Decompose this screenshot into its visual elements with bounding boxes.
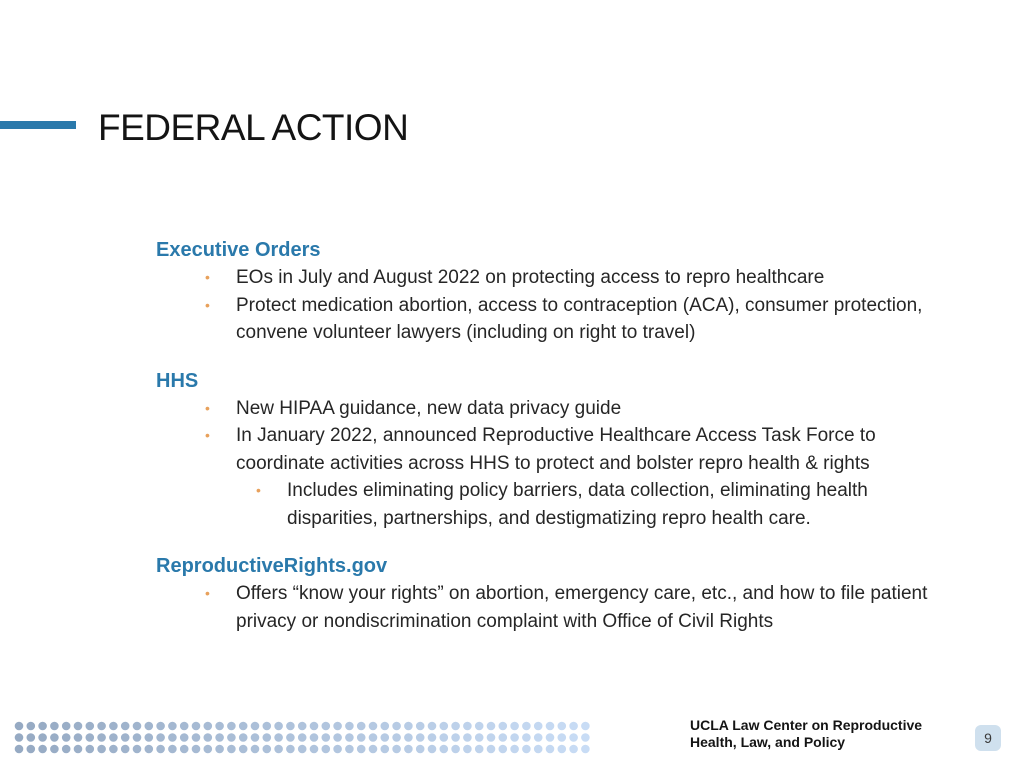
decorative-dot xyxy=(392,722,401,731)
decorative-dot xyxy=(416,733,425,742)
decorative-dot xyxy=(133,745,142,754)
decorative-dot xyxy=(581,733,590,742)
decorative-dot xyxy=(192,745,201,754)
decorative-dot xyxy=(109,722,118,731)
section-hhs xyxy=(156,367,956,533)
decorative-dot xyxy=(381,733,390,742)
decorative-dot xyxy=(74,733,83,742)
bullet-text: In January 2022, announced Reproductive Healthcare Access Task Force to coordinate activities across HHS to protect and bolster repro health & rights xyxy=(236,425,876,474)
decorative-dot xyxy=(62,722,71,731)
decorative-dot xyxy=(499,733,508,742)
decorative-dot xyxy=(109,745,118,754)
decorative-dot xyxy=(15,722,24,731)
decorative-dot xyxy=(475,733,484,742)
decorative-dot xyxy=(204,722,213,731)
decorative-dot xyxy=(50,745,59,754)
bullet-text: EOs in July and August 2022 on protecting access to repro healthcare xyxy=(236,267,825,288)
decorative-dot xyxy=(192,733,201,742)
decorative-dot xyxy=(204,745,213,754)
section-heading: Executive Orders xyxy=(156,239,321,261)
decorative-dot xyxy=(27,745,36,754)
decorative-dot xyxy=(546,745,555,754)
decorative-dot xyxy=(121,733,130,742)
decorative-dot xyxy=(251,733,260,742)
slide-title: FEDERAL ACTION xyxy=(98,107,409,148)
decorative-dot xyxy=(510,745,519,754)
decorative-dot xyxy=(97,733,106,742)
list-item xyxy=(156,292,956,347)
bullet-list xyxy=(156,580,956,635)
decorative-dot xyxy=(27,733,36,742)
decorative-dot xyxy=(298,745,307,754)
bullet-icon: • xyxy=(205,427,210,443)
bullet-text: Offers “know your rights” on abortion, emergency care, etc., and how to file patient privacy or nondiscrimination complaint with Office of Civil Rights xyxy=(236,583,928,632)
bullet-text: Protect medication abortion, access to contraception (ACA), consumer protection, convene volunteer lawyers (including on right to travel) xyxy=(236,294,923,343)
decorative-dot xyxy=(392,745,401,754)
decorative-dot xyxy=(227,722,236,731)
bullet-icon: • xyxy=(205,399,210,416)
decorative-dot xyxy=(50,722,59,731)
decorative-dot xyxy=(569,722,578,731)
decorative-dot xyxy=(558,722,567,731)
decorative-dot xyxy=(416,745,425,754)
decorative-dot xyxy=(38,733,47,742)
bullet-icon: • xyxy=(205,269,210,285)
decorative-dot xyxy=(38,745,47,754)
slide-body xyxy=(156,236,956,655)
decorative-dot xyxy=(451,733,460,742)
decorative-dot xyxy=(451,722,460,731)
decorative-dot xyxy=(180,745,189,754)
decorative-dot xyxy=(333,733,342,742)
bullet-list xyxy=(156,264,956,347)
decorative-dot xyxy=(97,745,106,754)
decorative-dot xyxy=(192,722,201,731)
decorative-dot xyxy=(204,733,213,742)
decorative-dot xyxy=(534,733,543,742)
decorative-dot xyxy=(180,722,189,731)
decorative-dot xyxy=(15,745,24,754)
bullet-list xyxy=(156,395,956,533)
dot-grid xyxy=(15,722,590,754)
bullet-icon: • xyxy=(205,585,210,601)
decorative-dot xyxy=(510,722,519,731)
decorative-dot xyxy=(569,733,578,742)
decorative-dot xyxy=(487,745,496,754)
decorative-dot xyxy=(74,745,83,754)
decorative-dot xyxy=(440,722,449,731)
decorative-dot xyxy=(392,733,401,742)
decorative-dot xyxy=(286,722,295,731)
decorative-dot xyxy=(86,722,95,731)
decorative-dot xyxy=(239,733,248,742)
decorative-dot xyxy=(546,733,555,742)
decorative-dot xyxy=(333,745,342,754)
decorative-dot xyxy=(522,722,531,731)
decorative-dot xyxy=(322,722,331,731)
decorative-dot xyxy=(569,745,578,754)
decorative-dot xyxy=(487,733,496,742)
decorative-dot xyxy=(345,733,354,742)
decorative-dot xyxy=(499,745,508,754)
decorative-dot xyxy=(156,745,165,754)
decorative-dot xyxy=(581,722,590,731)
decorative-dot xyxy=(263,722,272,731)
decorative-dot xyxy=(357,733,366,742)
decorative-dot xyxy=(357,722,366,731)
decorative-dot xyxy=(310,745,319,754)
title-accent-bar xyxy=(0,121,76,129)
decorative-dot xyxy=(227,733,236,742)
decorative-dot xyxy=(369,722,378,731)
decorative-dot xyxy=(345,722,354,731)
decorative-dot xyxy=(345,745,354,754)
decorative-dot xyxy=(310,722,319,731)
decorative-dot xyxy=(121,745,130,754)
decorative-dot xyxy=(404,745,413,754)
decorative-dot xyxy=(534,722,543,731)
decorative-dot xyxy=(463,733,472,742)
decorative-dot xyxy=(145,722,154,731)
decorative-dot xyxy=(581,745,590,754)
decorative-dot xyxy=(86,733,95,742)
decorative-dot xyxy=(156,733,165,742)
decorative-dot xyxy=(451,745,460,754)
decorative-dot xyxy=(239,745,248,754)
decorative-dot xyxy=(274,722,283,731)
list-item xyxy=(156,580,956,635)
decorative-dot xyxy=(475,722,484,731)
decorative-dot xyxy=(109,733,118,742)
decorative-dot xyxy=(534,745,543,754)
decorative-dot xyxy=(215,722,224,731)
decorative-dot xyxy=(416,722,425,731)
decorative-dot xyxy=(499,722,508,731)
decorative-dot xyxy=(74,722,83,731)
decorative-dot xyxy=(180,733,189,742)
decorative-dot xyxy=(251,722,260,731)
decorative-dot xyxy=(168,722,177,731)
decorative-dot xyxy=(440,733,449,742)
decorative-dot xyxy=(428,722,437,731)
decorative-dot xyxy=(97,722,106,731)
decorative-dot xyxy=(86,745,95,754)
decorative-dot xyxy=(215,745,224,754)
decorative-dot xyxy=(168,733,177,742)
decorative-dot xyxy=(546,722,555,731)
decorative-dot xyxy=(463,722,472,731)
decorative-dot xyxy=(62,733,71,742)
footer-organization: UCLA Law Center on Reproductive Health, Law, and Policy xyxy=(690,717,923,750)
decorative-dot xyxy=(487,722,496,731)
decorative-dot xyxy=(558,733,567,742)
decorative-dot xyxy=(274,733,283,742)
decorative-dot xyxy=(145,733,154,742)
decorative-dot xyxy=(263,745,272,754)
decorative-dot xyxy=(404,722,413,731)
decorative-dot xyxy=(215,733,224,742)
decorative-dot xyxy=(274,745,283,754)
decorative-dot xyxy=(38,722,47,731)
section-executive-orders xyxy=(156,236,956,347)
decorative-dot xyxy=(156,722,165,731)
sub-list-item xyxy=(156,477,956,532)
decorative-dot xyxy=(298,733,307,742)
decorative-dot xyxy=(428,745,437,754)
decorative-dot xyxy=(381,722,390,731)
decorative-dot xyxy=(333,722,342,731)
decorative-dot xyxy=(286,745,295,754)
decorative-dot xyxy=(475,745,484,754)
decorative-dot xyxy=(15,733,24,742)
decorative-dot xyxy=(286,733,295,742)
decorative-dot xyxy=(369,745,378,754)
decorative-dot xyxy=(428,733,437,742)
decorative-dot xyxy=(322,733,331,742)
decorative-dot xyxy=(227,745,236,754)
decorative-dot xyxy=(310,733,319,742)
decorative-dot xyxy=(133,733,142,742)
decorative-dot xyxy=(239,722,248,731)
section-reproductiverights-gov xyxy=(156,552,956,635)
decorative-dot xyxy=(404,733,413,742)
page-number: 9 xyxy=(975,725,1001,751)
section-heading: ReproductiveRights.gov xyxy=(156,555,388,577)
section-heading: HHS xyxy=(156,369,199,392)
list-item xyxy=(156,395,956,423)
decorative-dot xyxy=(298,722,307,731)
decorative-dot xyxy=(357,745,366,754)
list-item xyxy=(156,264,956,292)
decorative-dot xyxy=(27,722,36,731)
decorative-dot xyxy=(168,745,177,754)
decorative-dot xyxy=(121,722,130,731)
decorative-dot xyxy=(522,733,531,742)
decorative-dot xyxy=(50,733,59,742)
bullet-icon: • xyxy=(205,296,210,313)
decorative-dot xyxy=(440,745,449,754)
decorative-dot-pattern xyxy=(14,721,594,755)
decorative-dot xyxy=(145,745,154,754)
bullet-text: New HIPAA guidance, new data privacy guide xyxy=(236,397,622,419)
decorative-dot xyxy=(251,745,260,754)
decorative-dot xyxy=(558,745,567,754)
decorative-dot xyxy=(133,722,142,731)
list-item xyxy=(156,422,956,477)
decorative-dot xyxy=(463,745,472,754)
bullet-icon: • xyxy=(256,482,261,498)
bullet-text: Includes eliminating policy barriers, data collection, eliminating health disparities, partnerships, and destigmatizing repro health care. xyxy=(287,480,868,529)
decorative-dot xyxy=(62,745,71,754)
decorative-dot xyxy=(263,733,272,742)
decorative-dot xyxy=(510,733,519,742)
decorative-dot xyxy=(381,745,390,754)
decorative-dot xyxy=(522,745,531,754)
decorative-dot xyxy=(322,745,331,754)
decorative-dot xyxy=(369,733,378,742)
